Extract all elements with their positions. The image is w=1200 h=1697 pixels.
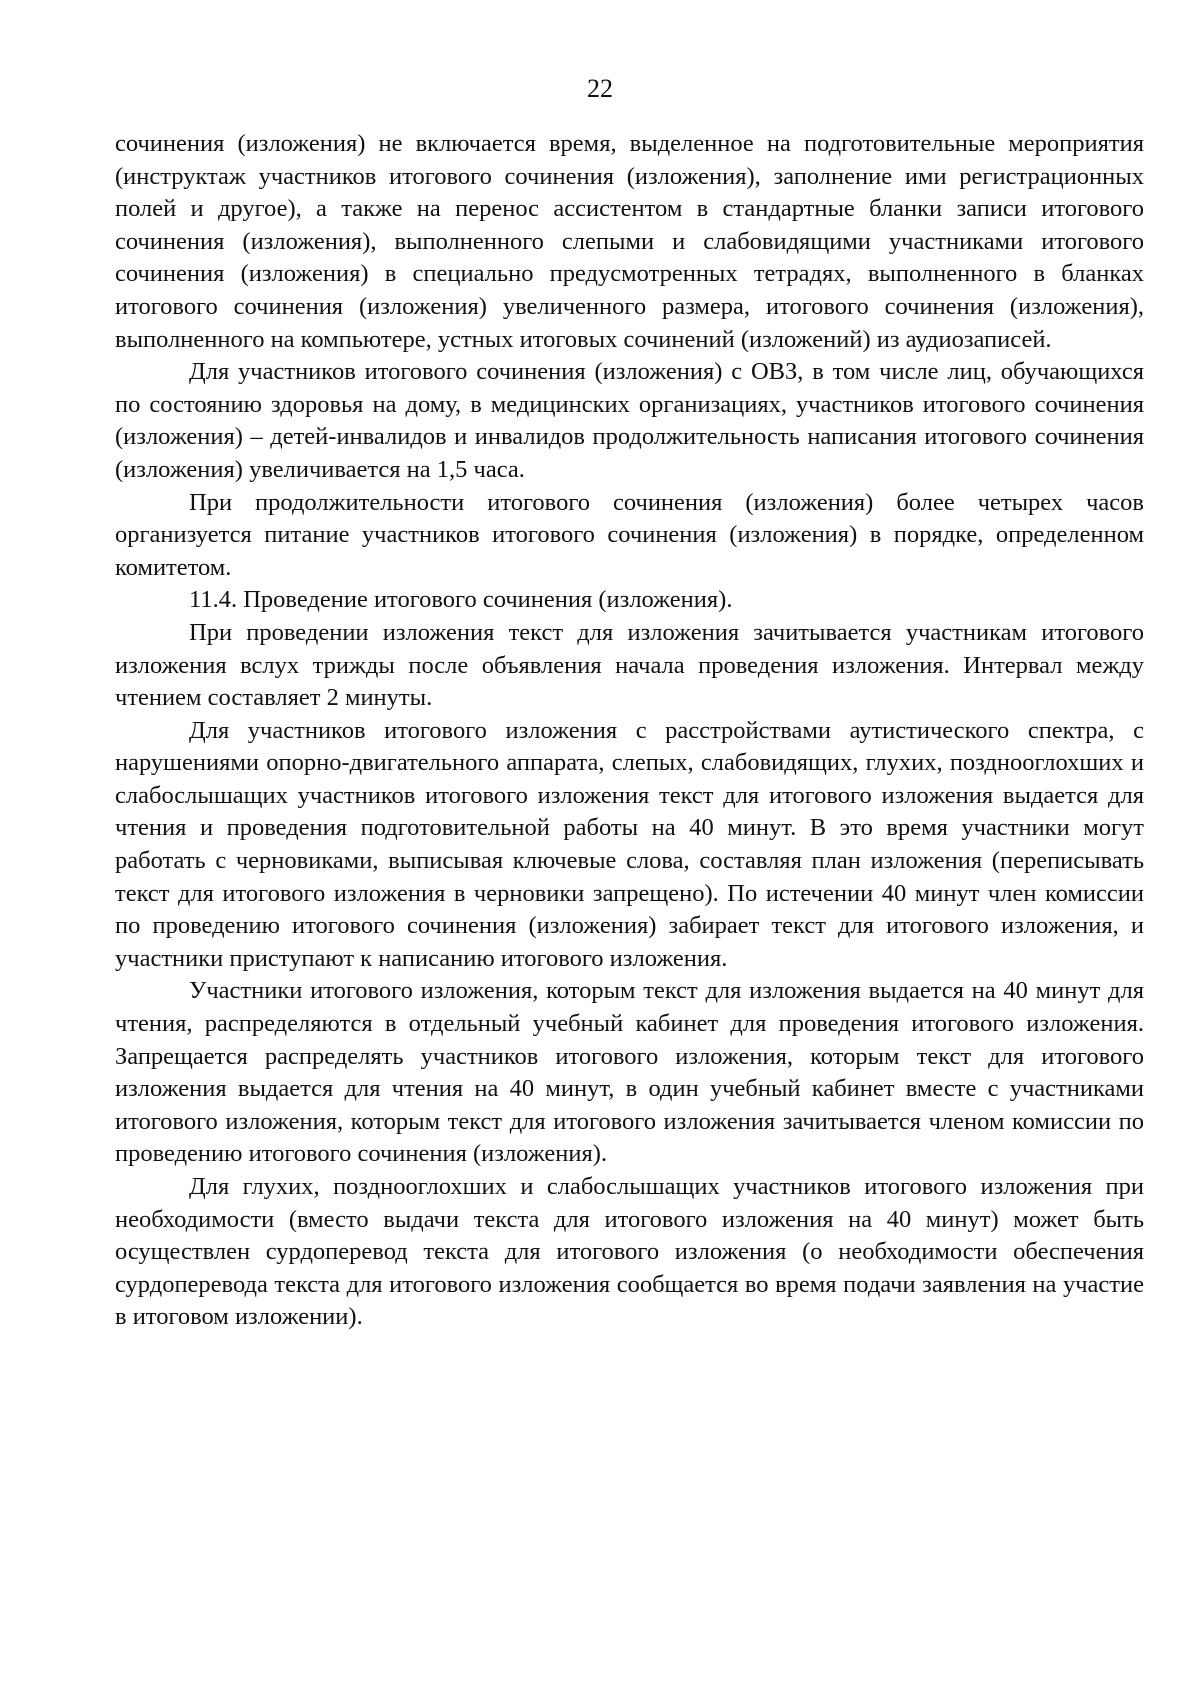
section-heading-11-4: 11.4. Проведение итогового сочинения (изложения). bbox=[189, 586, 733, 614]
paragraph-reading-aloud: При проведении изложения текст для изложения зачитывается участникам итогового изложения вслух трижды после объявления начала проведения изложения. Интервал между чтением составляет 2 минуты. bbox=[115, 618, 1144, 712]
paragraph-meals: При продолжительности итогового сочинения (изложения) более четырех часов организуется питание участников итогового сочинения (изложения) в порядке, определенном комитетом. bbox=[115, 488, 1144, 581]
paragraph-40-minutes-reading: Для участников итогового изложения с расстройствами аутистического спектра, с нарушениями опорно-двигательного аппарата, слепых, слабовидящих, глухих, позднооглохших и слабослышащих участников итогового изложения текст для итогового изложения выдается для чтения и проведения подготовительной работы на 40 минут. В это время участники могут работать с черновиками, выписывая ключевые слова, составляя план изложения (переписывать текст для итогового изложения в черновики запрещено). По истечении 40 минут член комиссии по проведению итогового сочинения (изложения) забирает текст для итогового изложения, и участники приступают к написанию итогового изложения. bbox=[115, 716, 1144, 972]
page-number: 22 bbox=[587, 74, 613, 103]
paragraph-ovz-duration: Для участников итогового сочинения (изложения) с ОВЗ, в том числе лиц, обучающихся по состоянию здоровья на дому, в медицинских организациях, участников итогового сочинения (изложения) – детей-инвалидов и инвалидов продолжительность написания итогового сочинения (изложения) увеличивается на 1,5 часа. bbox=[115, 358, 1144, 483]
paragraph-continuation: сочинения (изложения) не включается время, выделенное на подготовительные мероприятия (инструктаж участников итогового сочинения (изложения), заполнение ими регистрационных полей и другое), а также на перенос ассистентом в стандартные бланки записи итогового сочинения (изложения), выполненного слепыми и слабовидящими участниками итогового сочинения (изложения) в специально предусмотренных тетрадях, выполненного в бланках итогового сочинения (изложения) увеличенного размера, итогового сочинения (изложения), выполненного на компьютере, устных итоговых сочинений (изложений) из аудиозаписей. bbox=[115, 130, 1144, 353]
paragraph-sign-language: Для глухих, позднооглохших и слабослышащих участников итогового изложения при необходимости (вместо выдачи текста для итогового изложения на 40 минут) может быть осуществлен сурдоперевод текста для итогового изложения (о необходимости обеспечения сурдоперевода текста для итогового изложения сообщается во время подачи заявления на участие в итоговом изложении). bbox=[115, 1173, 1144, 1331]
document-body bbox=[115, 128, 1144, 1334]
paragraph-separate-classroom: Участники итогового изложения, которым текст для изложения выдается на 40 минут для чтения, распределяются в отдельный учебный кабинет для проведения итогового изложения. Запрещается распределять участников итогового изложения, которым текст для итогового изложения выдается для чтения на 40 минут, в один учебный кабинет вместе с участниками итогового изложения, которым текст для итогового изложения зачитывается членом комиссии по проведению итогового сочинения (изложения). bbox=[115, 977, 1144, 1168]
